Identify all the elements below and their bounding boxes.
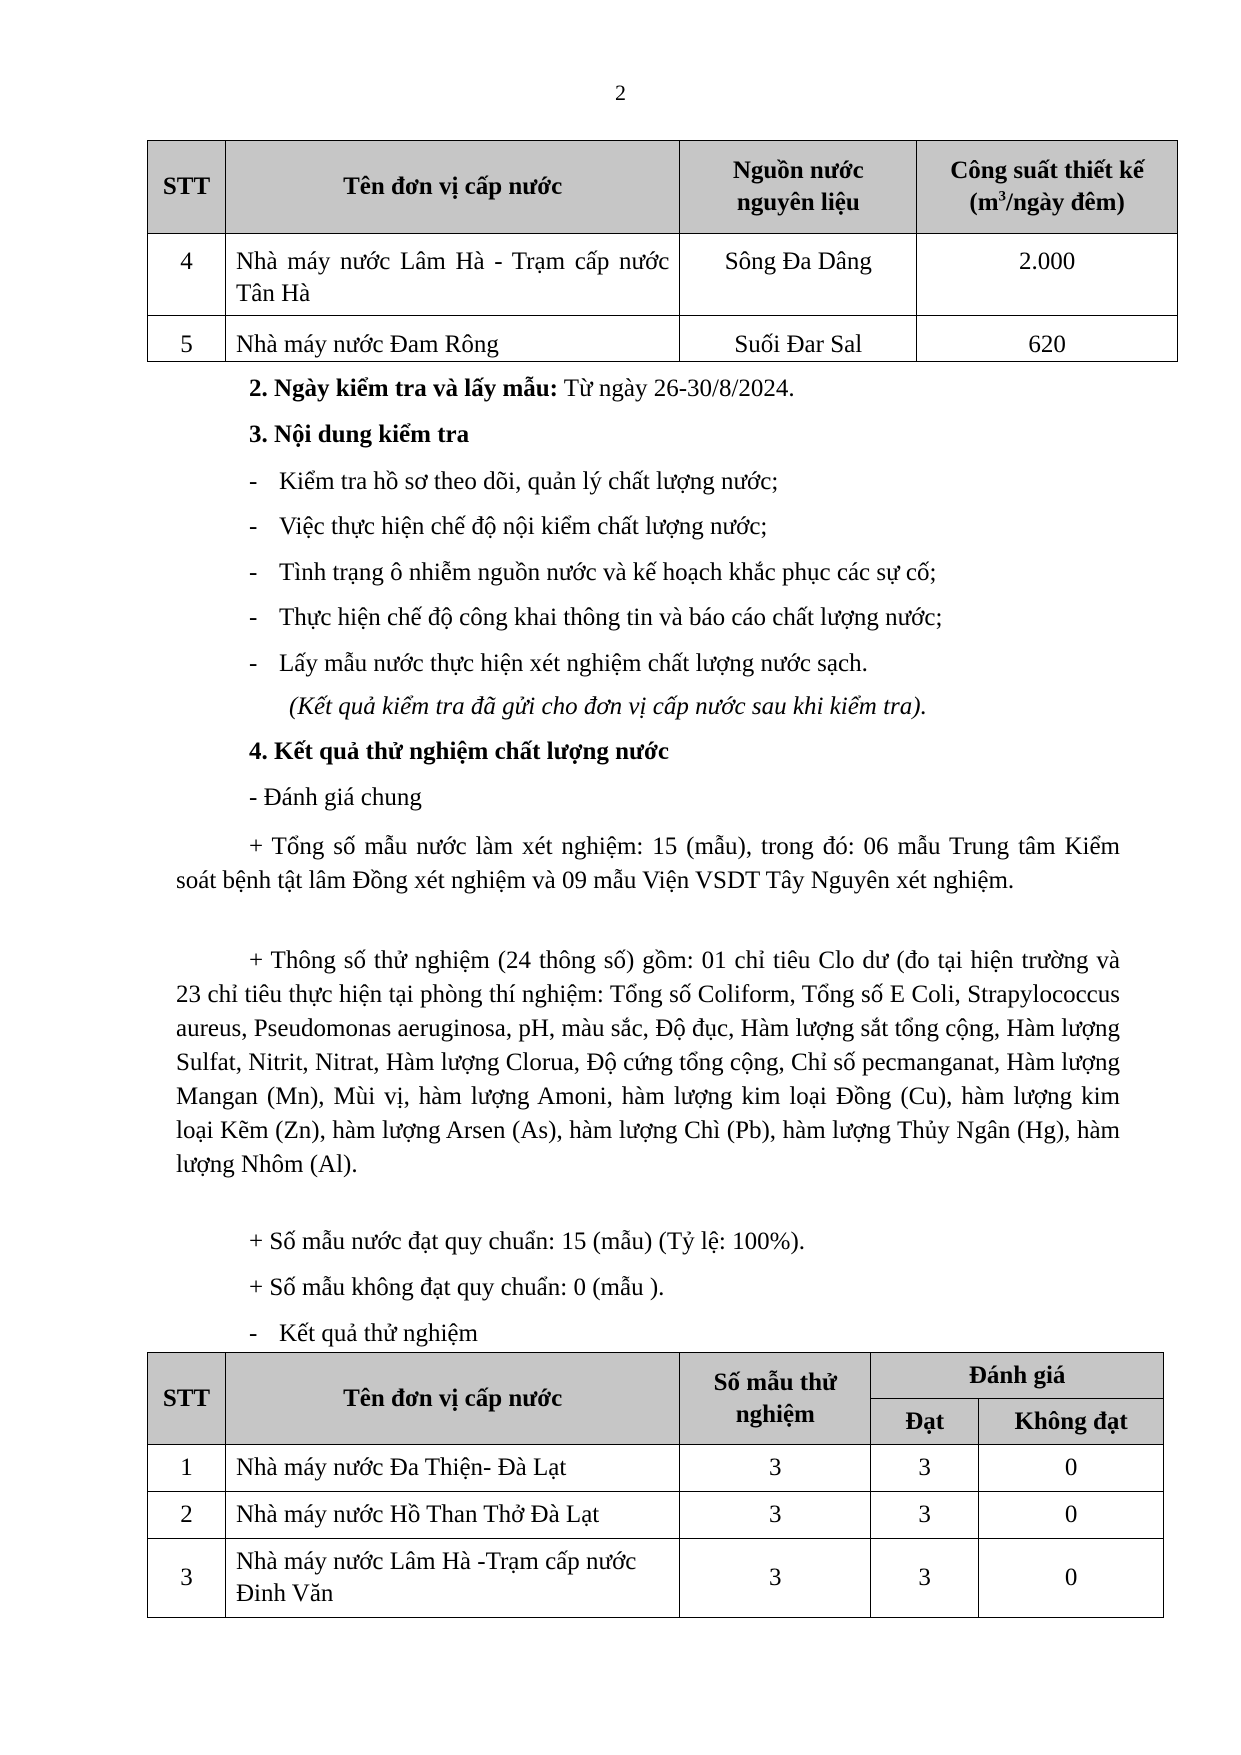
row-stt: 2 — [148, 1492, 226, 1539]
row-capacity: 2.000 — [917, 234, 1178, 316]
header-stt: STT — [148, 1353, 226, 1445]
row-sample-count: 3 — [680, 1492, 871, 1539]
header-sample-count — [680, 1353, 871, 1445]
row-stt: 5 — [148, 316, 226, 362]
section-2-text: Từ ngày 26-30/8/2024. — [558, 375, 795, 402]
test-parameters-paragraph: + Thông số thử nghiệm (24 thông số) gồm: 01 chỉ tiêu Clo dư (đo tại hiện trường và 23 chỉ tiêu thực hiện tại phòng thí nghiệm: Tổng số Coliform, Tổng số E Coli, Strapylococcus aureus, Pseudomonas aeruginosa, pH, màu sắc, Độ đục, Hàm lượng sắt tổng cộng, Hàm lượng Sulfat, Nitrit, Nitrat, Hàm lượng Clorua, Độ cứng tổng cộng, Chỉ số pecmanganat, Hàm lượng Mangan (Mn), Mùi vị, hàm lượng Amoni, hàm lượng kim loại Đồng (Cu), hàm lượng kim loại Kẽm (Zn), hàm lượng Arsen (As), hàm lượng Chì (Pb), hàm lượng Thủy Ngân (Hg), hàm lượng Nhôm (Al). — [176, 947, 1120, 1178]
list-item-text: Thực hiện chế độ công khai thông tin và báo cáo chất lượng nước; — [279, 604, 943, 631]
page-number: 2 — [615, 80, 626, 105]
row-unit-name: Nhà máy nước Đa Thiện- Đà Lạt — [225, 1445, 679, 1492]
water-supply-table — [147, 140, 1178, 362]
row-unit-name: Nhà máy nước Đam Rông — [225, 316, 679, 362]
list-dash: - — [249, 650, 258, 677]
header-capacity-unit-post: /ngày đêm) — [1006, 189, 1125, 216]
table-row — [148, 1445, 1164, 1492]
header-fail: Không đạt — [979, 1399, 1164, 1445]
row-fail: 0 — [979, 1539, 1164, 1618]
list-item — [249, 601, 942, 635]
header-water-source-line1: Nguồn nước — [732, 157, 864, 184]
row-pass: 3 — [871, 1445, 979, 1492]
row-capacity: 620 — [917, 316, 1178, 362]
list-dash: - — [249, 513, 258, 540]
list-item — [249, 465, 778, 499]
header-capacity-line2 — [927, 187, 1167, 219]
table-row — [148, 234, 1178, 316]
header-unit-name: Tên đơn vị cấp nước — [225, 141, 679, 234]
results-label — [249, 1317, 478, 1351]
general-assessment-label: - Đánh giá chung — [249, 784, 422, 811]
row-pass: 3 — [871, 1539, 979, 1618]
header-evaluation: Đánh giá — [871, 1353, 1164, 1399]
header-sample-count-line1: Số mẫu thử — [713, 1368, 837, 1396]
row-stt: 3 — [148, 1539, 226, 1618]
inspection-note: (Kết quả kiểm tra đã gửi cho đơn vị cấp nước sau khi kiểm tra). — [289, 693, 927, 720]
list-item-text: Kiểm tra hồ sơ theo dõi, quản lý chất lượng nước; — [279, 468, 779, 495]
header-capacity-unit-pre: (m — [969, 189, 999, 216]
section-3-heading: 3. Nội dung kiểm tra — [249, 421, 470, 448]
row-unit-name: Nhà máy nước Lâm Hà - Trạm cấp nước Tân Hà — [225, 234, 679, 316]
section-2-heading: 2. Ngày kiểm tra và lấy mẫu: — [249, 375, 558, 402]
list-item — [249, 556, 936, 590]
row-unit-name: Nhà máy nước Lâm Hà -Trạm cấp nước Đinh Văn — [225, 1539, 679, 1618]
header-water-source — [680, 141, 917, 234]
section-4-heading: 4. Kết quả thử nghiệm chất lượng nước — [249, 738, 669, 765]
list-dash: - — [249, 559, 258, 586]
table-row — [148, 1539, 1164, 1618]
header-capacity-unit-sup: 3 — [998, 188, 1007, 205]
header-design-capacity — [917, 141, 1178, 234]
header-stt: STT — [148, 141, 226, 234]
row-fail: 0 — [979, 1492, 1164, 1539]
row-water-source: Suối Đar Sal — [680, 316, 917, 362]
test-results-table — [147, 1352, 1164, 1618]
passed-samples-text: + Số mẫu nước đạt quy chuẩn: 15 (mẫu) (Tỷ lệ: 100%). — [249, 1228, 806, 1255]
list-dash: - — [249, 468, 258, 495]
header-sample-count-line2: nghiệm — [735, 1400, 815, 1428]
list-item-text: Việc thực hiện chế độ nội kiểm chất lượng nước; — [279, 513, 768, 540]
header-capacity-line1: Công suất thiết kế — [950, 157, 1144, 184]
list-dash: - — [249, 604, 258, 631]
table-row — [148, 316, 1178, 362]
row-stt: 1 — [148, 1445, 226, 1492]
table-row — [148, 1492, 1164, 1539]
header-pass: Đạt — [871, 1399, 979, 1445]
results-label-text: Kết quả thử nghiệm — [279, 1320, 478, 1347]
list-dash: - — [249, 1320, 258, 1347]
header-water-source-line2: nguyên liệu — [736, 189, 860, 216]
list-item-text: Tình trạng ô nhiễm nguồn nước và kế hoạch khắc phục các sự cố; — [279, 559, 937, 586]
row-water-source: Sông Đa Dâng — [680, 234, 917, 316]
header-unit-name: Tên đơn vị cấp nước — [225, 1353, 679, 1445]
row-fail: 0 — [979, 1445, 1164, 1492]
total-samples-paragraph: + Tổng số mẫu nước làm xét nghiệm: 15 (mẫu), trong đó: 06 mẫu Trung tâm Kiểm soát bệnh tật lâm Đồng xét nghiệm và 09 mẫu Viện VSDT Tây Nguyên xét nghiệm. — [176, 833, 1120, 894]
row-sample-count: 3 — [680, 1445, 871, 1492]
list-item-text: Lấy mẫu nước thực hiện xét nghiệm chất lượng nước sạch. — [279, 650, 868, 677]
failed-samples-text: + Số mẫu không đạt quy chuẩn: 0 (mẫu ). — [249, 1274, 665, 1301]
row-unit-name: Nhà máy nước Hồ Than Thở Đà Lạt — [225, 1492, 679, 1539]
row-pass: 3 — [871, 1492, 979, 1539]
row-stt: 4 — [148, 234, 226, 316]
list-item — [249, 510, 767, 544]
row-sample-count: 3 — [680, 1539, 871, 1618]
list-item — [249, 647, 868, 681]
section-2-inspection-date — [249, 375, 795, 403]
